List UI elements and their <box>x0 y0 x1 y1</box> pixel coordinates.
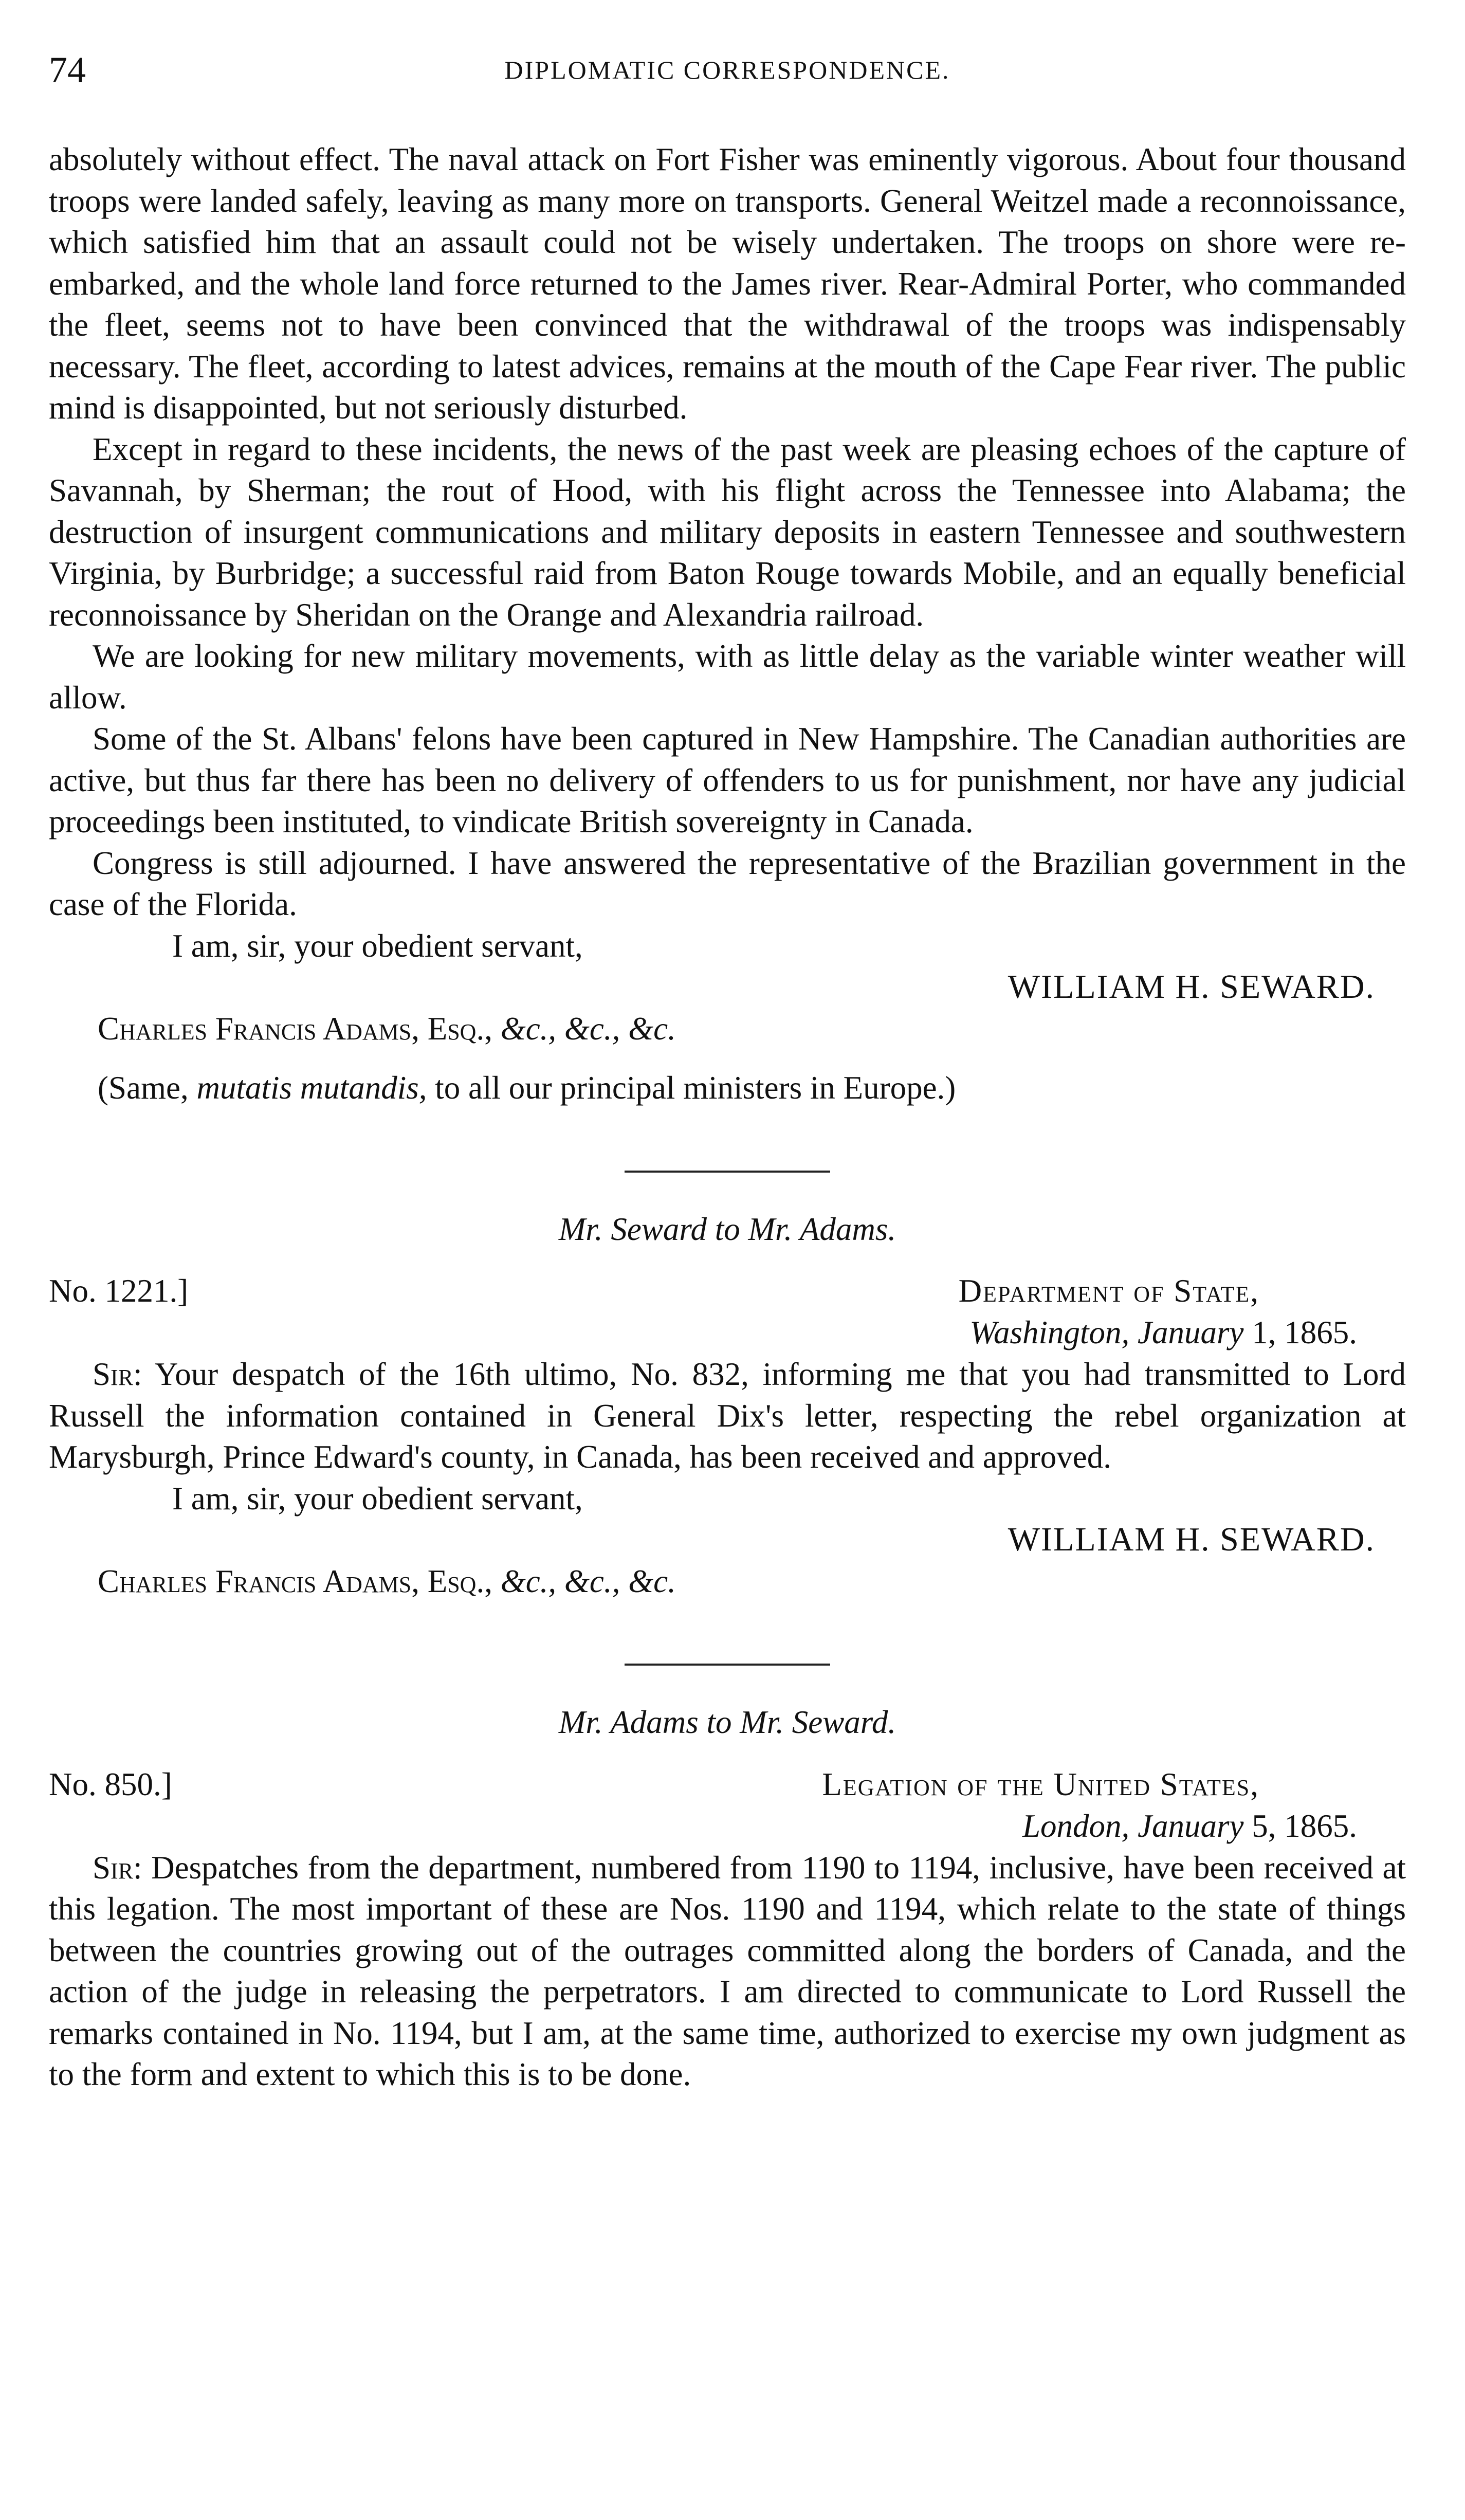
paragraph: absolutely without effect. The naval attack on Fort Fisher was eminently vigorous. About four thousand troops were landed safely, leaving as many more on transports. General Weitzel made a reconnoissance, which satisfied him that an assault could not be wisely undertaken. The troops on shore were re-embarked, and the whole land force returned to the James river. Rear-Admiral Porter, who commanded the fleet, seems not to have been convinced that the withdrawal of the troops was indispensably necessary. The fleet, according to latest advices, remains at the mouth of the Cape Fear river. The public mind is disappointed, but not seriously disturbed. <box>49 141 1406 426</box>
letter-heading: Mr. Seward to Mr. Adams. <box>558 1211 896 1247</box>
addressee <box>49 1561 1406 1602</box>
complimentary-close: I am, sir, your obedient servant, <box>172 927 583 964</box>
letter-body <box>49 1354 1406 1478</box>
section-divider <box>625 1664 830 1666</box>
letter-body-text: Your despatch of the 16th ultimo, No. 832, informing me that you had transmitted to Lord Russell the information contained in General Dix's letter, respecting the rebel organization at Marysburgh, Prince Edward's county, in Canada, has been received and approved. <box>49 1356 1406 1475</box>
dateline <box>1022 1805 1357 1847</box>
date-place: Washington, January <box>969 1314 1244 1350</box>
paragraph: We are looking for new military movements, with as little delay as the variable winter weather will allow. <box>49 638 1406 716</box>
addressee-name: Charles Francis Adams, Esq., <box>98 1010 492 1047</box>
letter-body <box>49 1847 1406 2095</box>
section-divider <box>625 1171 830 1173</box>
addressee-name: Charles Francis Adams, Esq., <box>98 1563 492 1599</box>
running-head: DIPLOMATIC CORRESPONDENCE. <box>504 56 950 84</box>
letter-heading: Mr. Adams to Mr. Seward. <box>558 1704 896 1740</box>
signature: WILLIAM H. SEWARD. <box>1008 1521 1375 1558</box>
paragraph: Some of the St. Albans' felons have been captured in New Hampshire. The Canadian authorities are active, but thus far there has been no delivery of offenders to us for punishment, nor have any judicial proceedings been instituted, to vindicate British sovereignty in Canada. <box>49 721 1406 839</box>
addressee-suffix: &c., &c., &c. <box>500 1563 676 1599</box>
date-place: London, January <box>1022 1807 1244 1844</box>
dateline <box>969 1312 1357 1354</box>
despatch-number: No. 1221.] <box>49 1273 189 1309</box>
sender-office: Legation of the United States, <box>822 1766 1259 1802</box>
signature: WILLIAM H. SEWARD. <box>1008 968 1375 1006</box>
date-day-year: 5, 1865. <box>1252 1807 1357 1844</box>
page-header <box>49 49 1406 90</box>
note-text: (Same, <box>98 1070 189 1106</box>
addressee <box>49 1008 1406 1050</box>
addressee-suffix: &c., &c., &c. <box>500 1010 676 1047</box>
note-italic: mutatis mutandis, <box>196 1070 427 1106</box>
salutation: Sir: <box>93 1849 142 1886</box>
letter-body-text: Despatches from the department, numbered from 1190 to 1194, inclusive, have been received at this legation. The most important of these are Nos. 1190 and 1194, which relate to the state of things between the countries growing out of the outrages committed along the borders of Canada, and the action of the judge in releasing the perpetrators. I am directed to communicate to Lord Russell the remarks contained in No. 1194, but I am, at the same time, authorized to exercise my own judgment as to the form and extent to which this is to be done. <box>49 1849 1406 2092</box>
paragraph: Except in regard to these incidents, the news of the past week are pleasing echoes of the capture of Savannah, by Sherman; the rout of Hood, with his flight across the Tennessee into Alabama; the destruction of insurgent communications and military deposits in eastern Tennessee and southwestern Virginia, by Burbridge; a successful raid from Baton Rouge towards Mobile, and an equally beneficial reconnoissance by Sheridan on the Orange and Alexandria railroad. <box>49 431 1406 633</box>
complimentary-close: I am, sir, your obedient servant, <box>172 1480 583 1517</box>
letterhead <box>49 1764 1406 1847</box>
salutation: Sir: <box>93 1356 142 1392</box>
despatch-number: No. 850.] <box>49 1766 172 1802</box>
paragraph: Congress is still adjourned. I have answered the representative of the Brazilian government in the case of the Florida. <box>49 845 1406 922</box>
circular-note <box>49 1067 1406 1109</box>
body-text <box>49 139 1406 2095</box>
letterhead <box>49 1270 1406 1354</box>
note-text: to all our principal ministers in Europe.) <box>435 1070 956 1106</box>
date-day-year: 1, 1865. <box>1252 1314 1357 1350</box>
sender-office: Department of State, <box>958 1273 1259 1309</box>
page-number: 74 <box>49 49 86 90</box>
